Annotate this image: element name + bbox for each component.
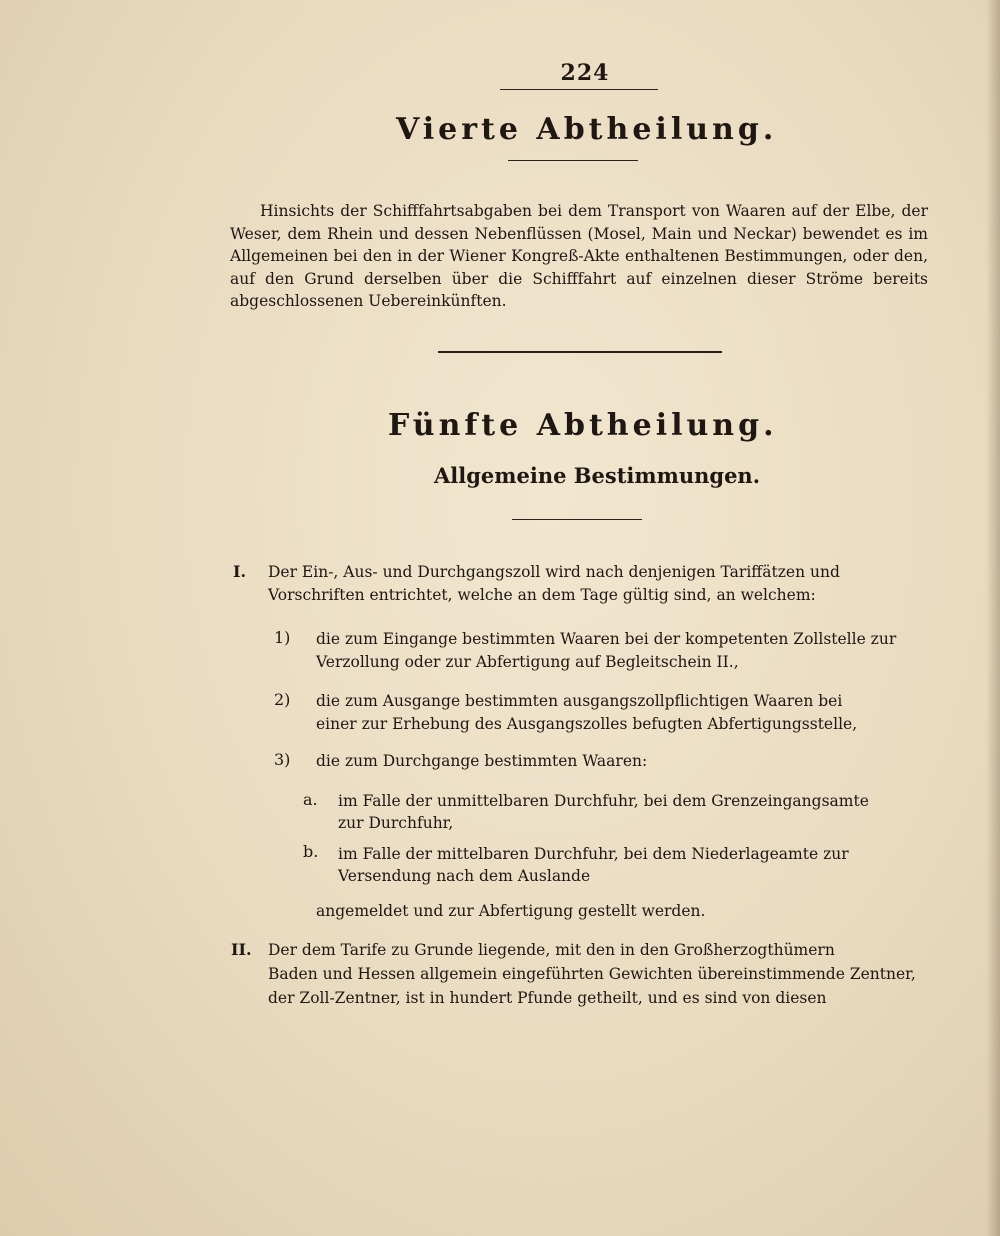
item-I-line-2: Vorschriften entrichtet, welche an dem Tage gültig sind, an welchem:: [268, 586, 816, 604]
sub-item-a-line-2: zur Durchfuhr,: [338, 814, 454, 832]
sub-item-3-line-1: die zum Durchgange bestimmten Waaren:: [316, 752, 648, 770]
item-II-line-3: der Zoll-Zentner, ist in hundert Pfunde getheilt, und es sind von diesen: [268, 989, 827, 1007]
section-5-subheading: Allgemeine Bestimmungen.: [434, 463, 761, 488]
item-II-marker: II.: [231, 940, 252, 959]
sub-item-b-line-2: Versendung nach dem Auslande: [338, 867, 591, 885]
sub-item-3-number: 3): [274, 750, 291, 769]
page-number: 224: [560, 60, 610, 86]
item-II-line-1: Der dem Tarife zu Grunde liegende, mit den in den Großherzogthümern: [268, 941, 835, 959]
sub-item-b-marker: b.: [303, 842, 319, 861]
section-4-rule: [508, 160, 638, 161]
item-I-line-1: Der Ein-, Aus- und Durchgangszoll wird nach denjenigen Tariffätzen und: [268, 563, 840, 581]
page-edge-shadow: [986, 0, 1000, 1236]
sub-item-a-marker: a.: [303, 790, 318, 809]
item-I-marker: I.: [233, 562, 247, 581]
sub-item-2-line-1: die zum Ausgange bestimmten ausgangszollpflichtigen Waaren bei: [316, 692, 843, 710]
sub-item-1-number: 1): [274, 628, 291, 647]
sub-item-1-line-1: die zum Eingange bestimmten Waaren bei der kompetenten Zollstelle zur: [316, 630, 897, 648]
section-divider-rule: [438, 351, 722, 353]
sub-item-a-line-1: im Falle der unmittelbaren Durchfuhr, bei dem Grenzeingangsamte: [338, 792, 869, 810]
sub-item-2-number: 2): [274, 690, 291, 709]
section-5-rule: [512, 519, 642, 520]
section-4-paragraph: Hinsichts der Schifffahrtsabgaben bei dem Transport von Waaren auf der Elbe, der Weser, dem Rhein und dessen Nebenflüssen (Mosel, Main und Neckar) bewendet es im Allgemeinen bei den in der Wiener Kongreß-Akte enthaltenen Bestimmungen, oder den, auf den Grund derselben über die Schifffahrt auf einzelnen dieser Ströme bereits abgeschlossenen Uebereinkünften.: [230, 202, 928, 310]
sub-item-1-line-2: Verzollung oder zur Abfertigung auf Begleitschein II.,: [316, 653, 739, 671]
item-I-closing-line: angemeldet und zur Abfertigung gestellt werden.: [316, 902, 706, 920]
section-5-heading: Fünfte Abtheilung.: [388, 408, 778, 443]
item-II-line-2: Baden und Hessen allgemein eingeführten Gewichten übereinstimmende Zentner,: [268, 965, 916, 983]
sub-item-2-line-2: einer zur Erhebung des Ausgangszolles befugten Abfertigungsstelle,: [316, 715, 858, 733]
page-number-rule: [500, 89, 658, 90]
section-4-heading: Vierte Abtheilung.: [396, 112, 778, 147]
sub-item-b-line-1: im Falle der mittelbaren Durchfuhr, bei dem Niederlageamte zur: [338, 845, 849, 863]
